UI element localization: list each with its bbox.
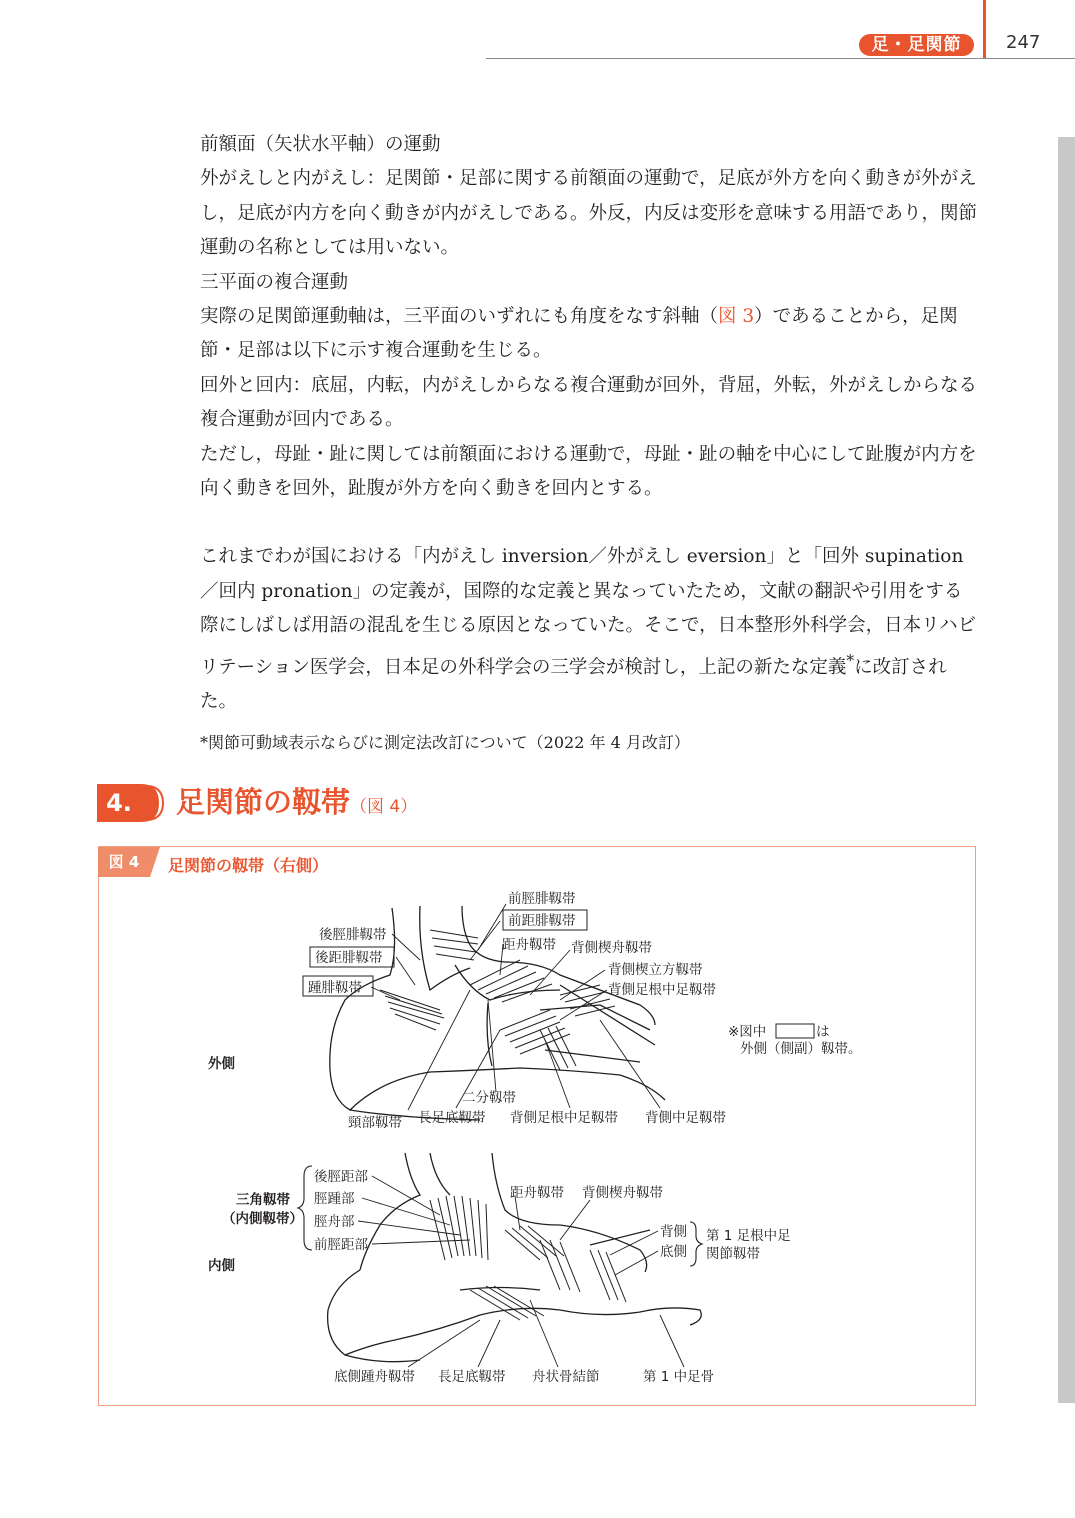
label-first-metatarsal: 第 1 中足骨	[643, 1369, 715, 1385]
medial-leader-lines	[358, 1176, 684, 1367]
label-bifurcate: 二分靱帯	[462, 1090, 516, 1106]
subheading-triplane: 三平面の複合運動	[200, 271, 349, 293]
note-line2: 外側（側副）靱帯。	[740, 1041, 862, 1057]
section-figure-ref[interactable]: （図 4）	[350, 797, 418, 817]
label-deltoid-part: 前脛距部	[314, 1237, 368, 1253]
label-first-tmt-2: 関節靱帯	[706, 1246, 760, 1262]
label-medial-dorsal-cuneonavicular: 背側楔舟靱帯	[582, 1185, 663, 1201]
label-deltoid: 三角靱帯	[236, 1192, 290, 1208]
section-title-text: 足関節の靱帯	[176, 785, 351, 819]
figure-tag: 図 4	[98, 847, 150, 877]
label-dorsal-cuneonavicular: 背側楔舟靱帯	[571, 940, 652, 956]
label-dorsal: 背側	[660, 1224, 687, 1240]
text-run: に改訂された。	[200, 656, 947, 713]
label-dorsal-tarsometatarsal: 背側足根中足靱帯	[608, 982, 716, 998]
label-ant-tibiofibular: 前脛腓靱帯	[508, 891, 576, 907]
tmt-brace	[690, 1222, 702, 1266]
label-lateral-side: 外側	[208, 1056, 235, 1072]
label-deltoid-part: 脛舟部	[314, 1214, 355, 1230]
label-post-talofibular: 後距腓靱帯	[315, 950, 383, 966]
label-navicular-tuberosity: 舟状骨結節	[532, 1369, 600, 1385]
section-number: 4.	[97, 784, 141, 822]
text-run: 実際の足関節運動軸は，三平面のいずれにも角度をなす斜軸（	[200, 306, 719, 328]
label-ant-talofibular: 前距腓靱帯	[508, 913, 576, 929]
label-medial-long-plantar: 長足底靱帯	[438, 1369, 506, 1385]
figure-caption: 足関節の靱帯（右側）	[168, 856, 329, 875]
figure-ref-link[interactable]: 図 3	[718, 306, 755, 328]
note-prefix: ※図中	[728, 1024, 767, 1040]
label-plantar-calcaneonavicular: 底側踵舟靱帯	[334, 1369, 415, 1385]
label-deltoid-part: 脛踵部	[314, 1191, 355, 1207]
label-long-plantar: 長足底靱帯	[418, 1110, 486, 1126]
lateral-leader-lines	[371, 904, 660, 1110]
label-post-tibiofibular: 後脛腓靱帯	[319, 927, 387, 943]
label-deltoid-sub: （内側靱帯）	[222, 1211, 303, 1227]
label-first-tmt-1: 第 1 足根中足	[706, 1228, 791, 1244]
label-talonavicular: 距舟靱帯	[502, 937, 556, 953]
chapter-tag: 足・足関節	[859, 34, 974, 56]
label-dorsal-cuboideonavicular: 背側楔立方靱帯	[608, 962, 703, 978]
label-cervical: 頸部靱帯	[348, 1115, 402, 1131]
label-deltoid-part: 後脛距部	[314, 1169, 368, 1185]
label-dorsal-tmt-bottom: 背側足根中足靱帯	[510, 1110, 618, 1126]
page-number: 247	[1006, 32, 1041, 53]
label-plantar: 底側	[660, 1244, 687, 1260]
text-run: これまでわが国における「内がえし inversion／外がえし eversion」と「回外 supination／回内 pronation」の定義が，国際的な定義と異なっていたため，文献の翻訳や引用をする際にしばしば用語の混乱を生じる原因となっていた。そこで，日本整形外科学会，日本リハビリテーション医学会，日本足の外科学会の三学会が検討し，上記の新たな定義	[200, 546, 977, 678]
medial-ligament-hatching	[430, 1196, 626, 1320]
text-run: ）であることから，足関節・足部は以下に示す複合運動を生じる。	[200, 306, 958, 362]
label-dorsal-intermetatarsal: 背側中足靱帯	[645, 1110, 726, 1126]
paragraph-toes: ただし，母趾・趾に関しては前額面における運動で，母趾・趾の軸を中心にして趾腹が内方を向く動きを回外，趾腹が外方を向く動きを回内とする。	[200, 443, 977, 500]
note-box-sample	[776, 1024, 814, 1038]
subheading-frontal: 前額面（矢状水平軸）の運動	[200, 134, 441, 155]
paragraph-eversion: 外がえしと内がえし：足関節・足部に関する前額面の運動で，足底が外方を向く動きが外がえし，足底が内方を向く動きが内がえしである。外反，内反は変形を意味する用語であり，関節運動の名称としては用いない。	[200, 168, 978, 259]
footnote: *関節可動域表示ならびに測定法改訂について（2022 年 4 月改訂）	[200, 732, 690, 752]
note-suffix: は	[816, 1024, 830, 1040]
footnote-marker: *	[846, 651, 855, 670]
label-medial-side: 内側	[208, 1258, 235, 1274]
paragraph-supination: 回外と回内：底屈，内転，内がえしからなる複合運動が回外，背屈，外転，外がえしからなる複合運動が回内である。	[200, 374, 978, 431]
deltoid-brace	[298, 1166, 312, 1250]
label-medial-talonavicular: 距舟靱帯	[510, 1185, 564, 1201]
label-calcaneofibular: 踵腓靱帯	[308, 980, 362, 996]
